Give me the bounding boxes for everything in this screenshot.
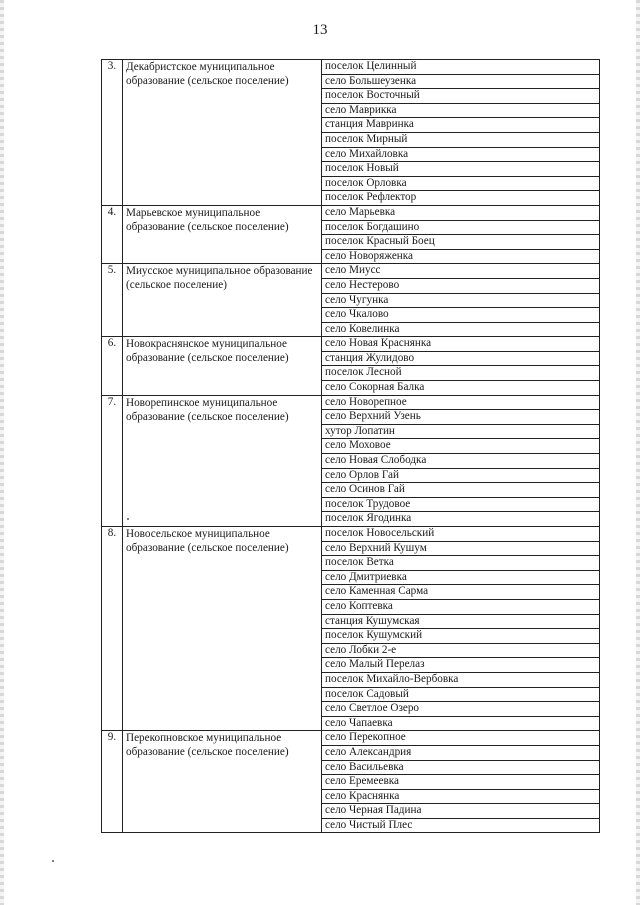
- settlement-name: поселок Трудовое: [322, 497, 600, 512]
- settlement-name: поселок Ягодинка: [322, 512, 600, 527]
- table-row: [102, 60, 600, 75]
- settlement-name: село Дмитриевка: [322, 570, 600, 585]
- settlement-name: село Верхний Узень: [322, 410, 600, 425]
- settlement-name: село Новая Слободка: [322, 454, 600, 469]
- settlement-name: село Большеузенка: [322, 74, 600, 89]
- municipality-number: 6.: [102, 337, 123, 395]
- settlement-name: село Малый Перелаз: [322, 658, 600, 673]
- settlement-name: село Ковелинка: [322, 322, 600, 337]
- municipality-name: Декабристское муниципальное образование (сельское поселение): [123, 60, 322, 206]
- municipality-name: Миусское муниципальное образование (сельское поселение): [123, 264, 322, 337]
- settlement-name: село Чапаевка: [322, 716, 600, 731]
- settlement-name: село Каменная Сарма: [322, 585, 600, 600]
- table-row: [102, 395, 600, 410]
- settlement-name: поселок Мирный: [322, 132, 600, 147]
- settlement-name: хутор Лопатин: [322, 424, 600, 439]
- settlement-name: поселок Красный Боец: [322, 235, 600, 250]
- settlement-name: село Чкалово: [322, 308, 600, 323]
- settlement-name: поселок Целинный: [322, 60, 600, 75]
- settlement-name: село Маврикка: [322, 103, 600, 118]
- settlement-name: село Миусс: [322, 264, 600, 279]
- page-number: 13: [312, 22, 328, 38]
- settlement-name: поселок Орловка: [322, 176, 600, 191]
- settlement-name: село Чистый Плес: [322, 818, 600, 833]
- municipality-number: 8.: [102, 527, 123, 731]
- settlement-name: поселок Богдашино: [322, 220, 600, 235]
- municipality-number: 3.: [102, 60, 123, 206]
- settlement-name: село Верхний Кушум: [322, 541, 600, 556]
- settlement-name: станция Мавринка: [322, 118, 600, 133]
- settlement-name: село Перекопное: [322, 731, 600, 746]
- settlement-name: село Моховое: [322, 439, 600, 454]
- settlement-name: поселок Восточный: [322, 89, 600, 104]
- settlement-name: станция Кушумская: [322, 614, 600, 629]
- settlement-name: поселок Лесной: [322, 366, 600, 381]
- table-row: [102, 337, 600, 352]
- settlement-name: село Нестерово: [322, 278, 600, 293]
- settlement-name: село Чугунка: [322, 293, 600, 308]
- settlement-name: поселок Рефлектор: [322, 191, 600, 206]
- municipality-name: Новокраснянское муниципальное образование (сельское поселение): [123, 337, 322, 395]
- settlement-name: село Новая Краснянка: [322, 337, 600, 352]
- settlement-name: село Васильевка: [322, 760, 600, 775]
- municipality-name: Марьевское муниципальное образование (сельское поселение): [123, 205, 322, 263]
- settlement-name: село Александрия: [322, 745, 600, 760]
- municipality-number: 9.: [102, 731, 123, 833]
- municipality-table: [101, 59, 600, 833]
- table-row: [102, 731, 600, 746]
- settlement-name: село Черная Падина: [322, 804, 600, 819]
- settlement-name: село Сокорная Балка: [322, 381, 600, 396]
- settlement-name: село Коптевка: [322, 599, 600, 614]
- municipality-name: Новорепинское муниципальное образование (сельское поселение): [123, 395, 322, 526]
- municipality-number: 5.: [102, 264, 123, 337]
- settlement-name: село Еремеевка: [322, 775, 600, 790]
- settlement-name: село Марьевка: [322, 205, 600, 220]
- settlement-name: поселок Садовый: [322, 687, 600, 702]
- settlement-name: поселок Новосельский: [322, 527, 600, 542]
- scan-edge-right: [636, 0, 640, 905]
- settlement-name: село Краснянка: [322, 789, 600, 804]
- municipality-name: Перекопновское муниципальное образование (сельское поселение): [123, 731, 322, 833]
- municipality-number: 4.: [102, 205, 123, 263]
- settlement-name: село Осинов Гай: [322, 483, 600, 498]
- settlement-name: село Светлое Озеро: [322, 702, 600, 717]
- settlement-name: село Новорепное: [322, 395, 600, 410]
- settlement-name: село Михайловка: [322, 147, 600, 162]
- settlement-name: село Лобки 2-е: [322, 643, 600, 658]
- settlement-name: село Орлов Гай: [322, 468, 600, 483]
- scan-edge-left: [0, 0, 4, 905]
- settlement-name: поселок Ветка: [322, 556, 600, 571]
- table-row: [102, 527, 600, 542]
- municipality-name: Новосельское муниципальное образование (сельское поселение): [123, 527, 322, 731]
- settlement-name: поселок Новый: [322, 162, 600, 177]
- scan-speck: [52, 860, 54, 862]
- table-row: [102, 205, 600, 220]
- table-row: [102, 264, 600, 279]
- settlement-name: станция Жулидово: [322, 351, 600, 366]
- municipality-number: 7.: [102, 395, 123, 526]
- scan-speck: [127, 518, 129, 520]
- settlement-name: поселок Кушумский: [322, 629, 600, 644]
- settlement-name: село Новоряженка: [322, 249, 600, 264]
- settlement-name: поселок Михайло-Вербовка: [322, 672, 600, 687]
